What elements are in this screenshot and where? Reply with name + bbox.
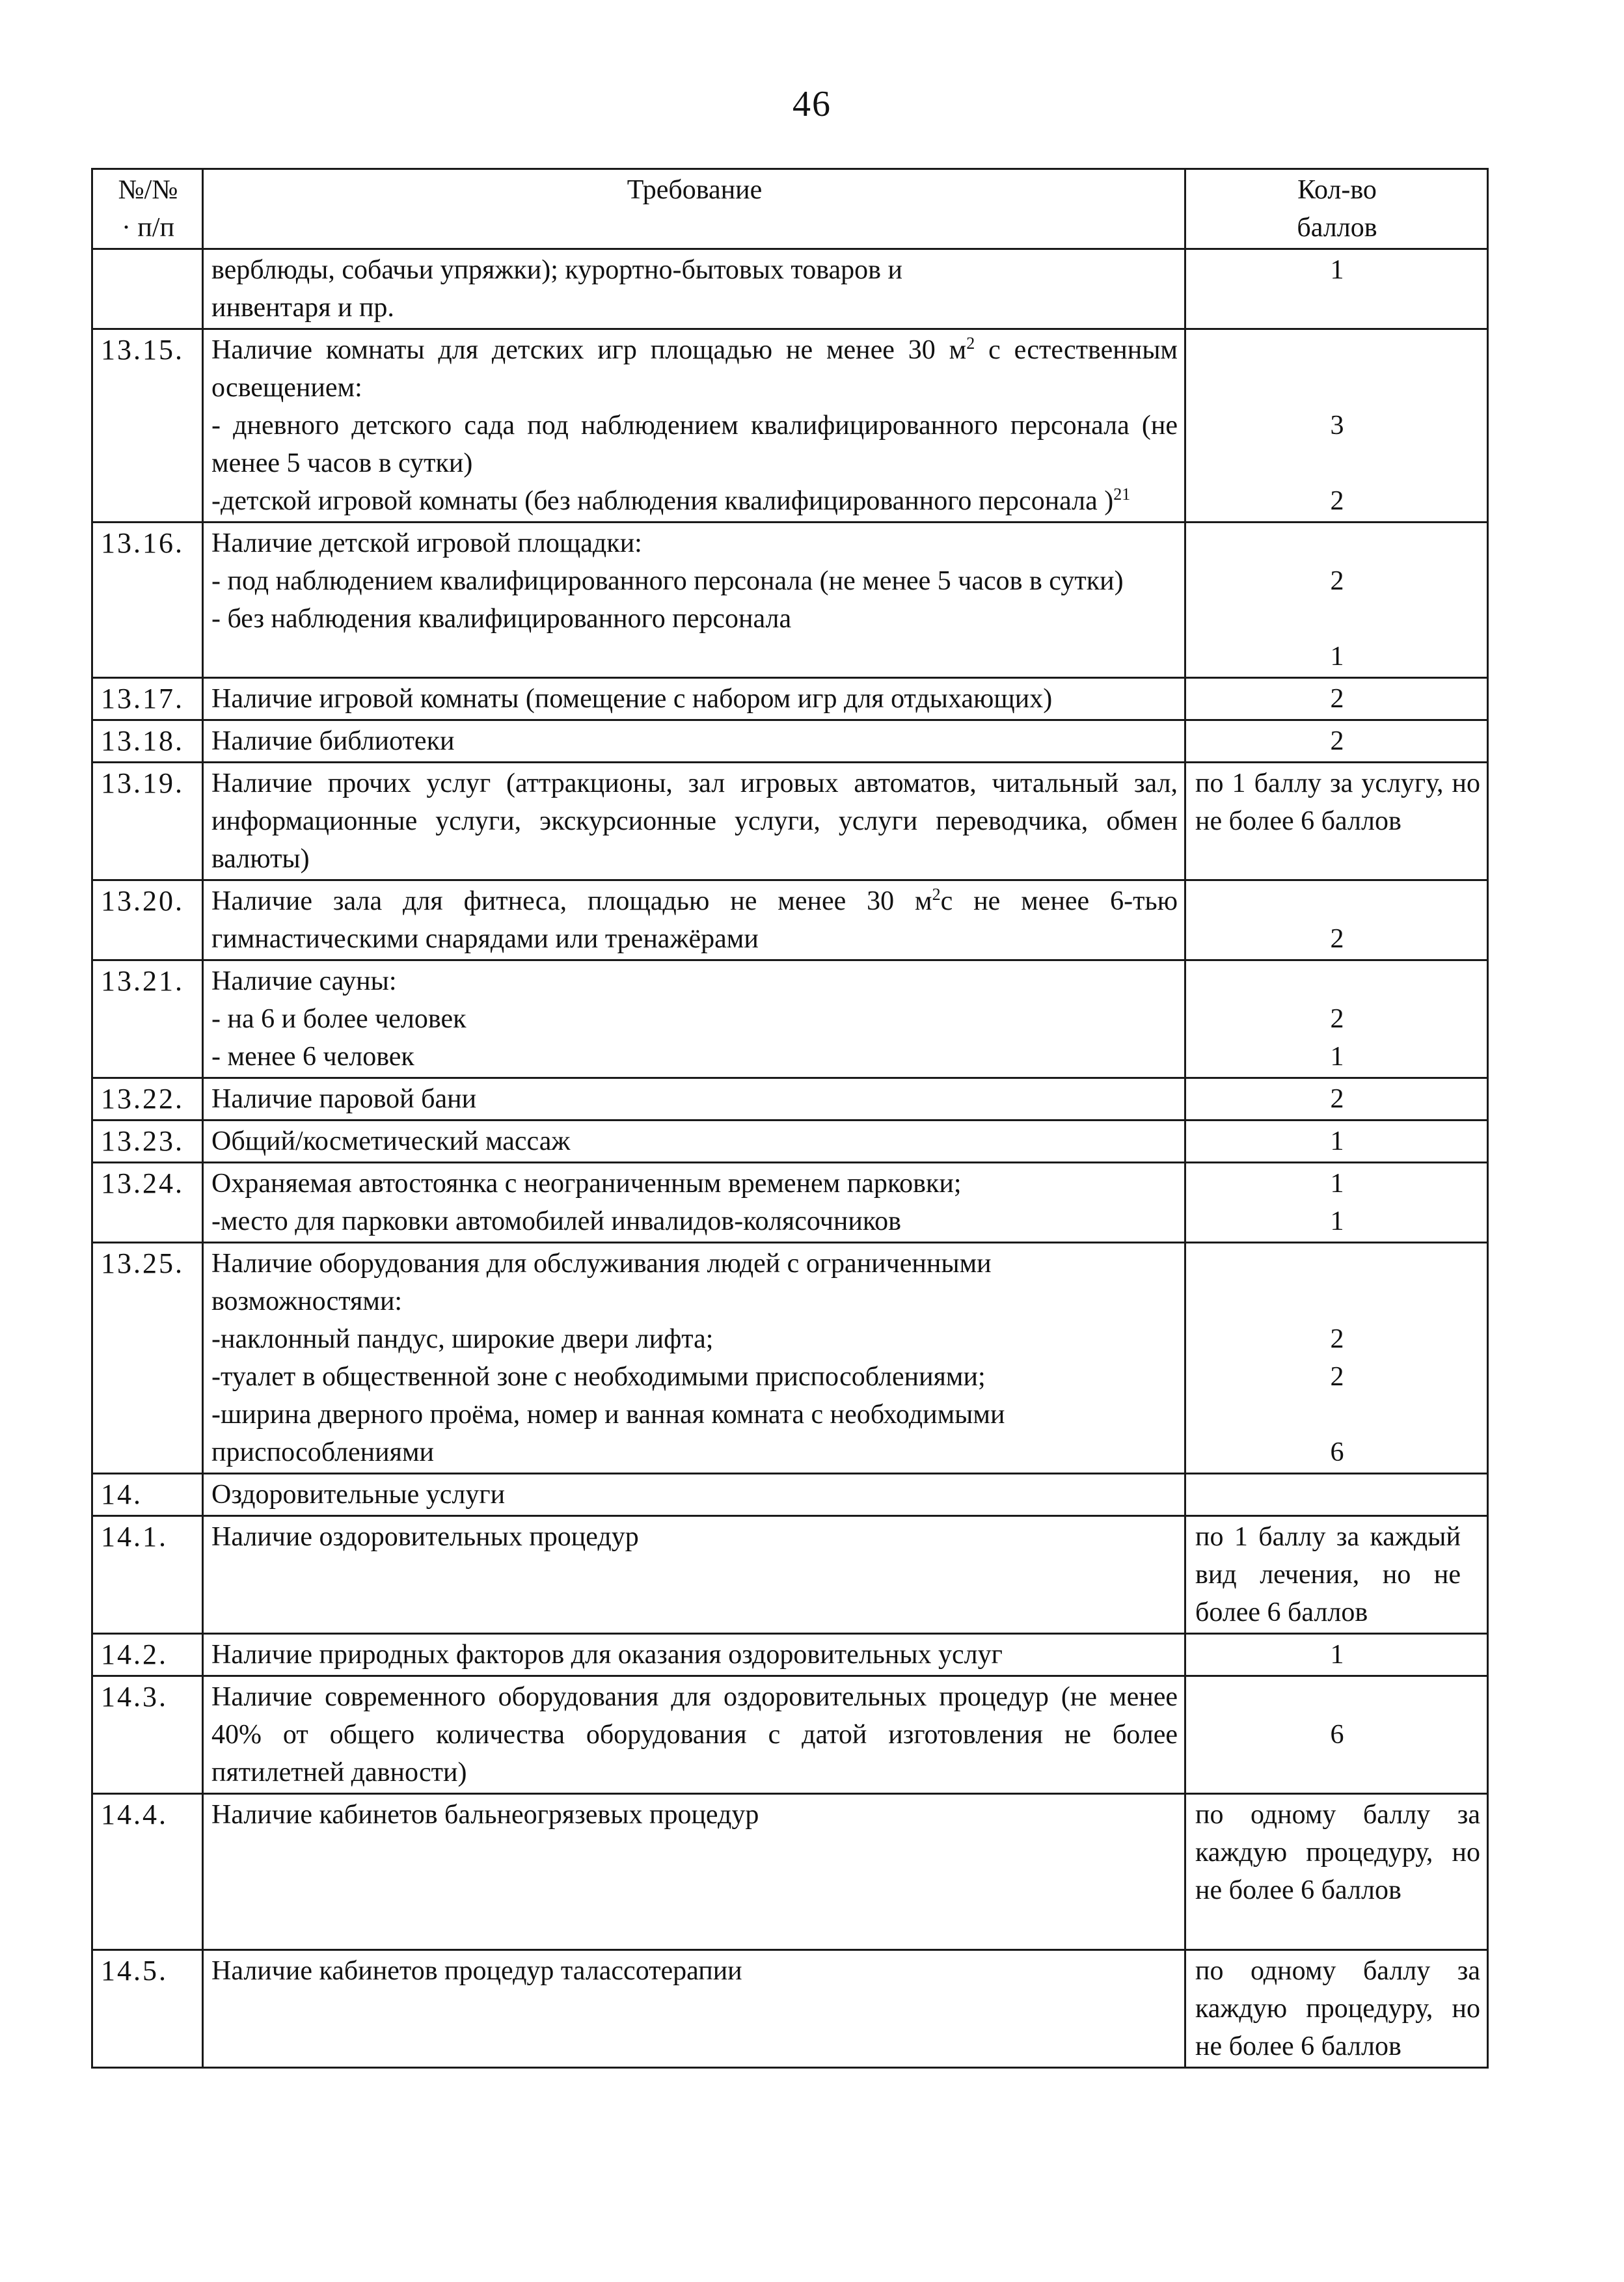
row-requirement: Оздоровительные услуги [203, 1474, 1185, 1516]
row-requirement: Наличие сауны: - на 6 и более человек - менее 6 человек [203, 960, 1185, 1078]
header-number: №/№ · п/п [92, 169, 203, 249]
row-requirement: Наличие природных факторов для оказания оздоровительных услуг [203, 1634, 1185, 1676]
row-number: 14.3. [92, 1676, 203, 1794]
row-requirement: Общий/косметический массаж [203, 1121, 1185, 1163]
row-points: 2 1 [1185, 960, 1488, 1078]
row-requirement: Наличие игровой комнаты (помещение с набором игр для отдыхающих) [203, 678, 1185, 720]
row-points: 1 [1185, 1634, 1488, 1676]
table-row [92, 763, 1488, 880]
row-number: 13.25. [92, 1243, 203, 1474]
header-requirement: Требование [203, 169, 1185, 249]
row-points: по одному баллу за каждую процедуру, но не более 6 баллов [1185, 1794, 1488, 1950]
row-number: 13.17. [92, 678, 203, 720]
table-row [92, 1121, 1488, 1163]
row-number: 13.18. [92, 720, 203, 763]
table-row [92, 720, 1488, 763]
table-header-row [92, 169, 1488, 249]
row-points: по 1 баллу за каждый вид лечения, но не более 6 баллов [1185, 1516, 1488, 1634]
row-points: 2 [1185, 720, 1488, 763]
row-points: 2 [1185, 1078, 1488, 1121]
row-points: 3 2 [1185, 329, 1488, 523]
row-requirement: Наличие оборудования для обслуживания людей с ограниченными возможностями: -наклонный пандус, широкие двери лифта; -туалет в общественной зоне с необходимыми приспособлениями; -ширина дверного проёма, номер и ванная комната с необходимыми приспособлениями [203, 1243, 1185, 1474]
row-points: 1 [1185, 1121, 1488, 1163]
row-points: по 1 баллу за услугу, но не более 6 баллов [1185, 763, 1488, 880]
row-number: 13.21. [92, 960, 203, 1078]
table-row [92, 1516, 1488, 1634]
table-row [92, 1078, 1488, 1121]
row-number: 13.23. [92, 1121, 203, 1163]
table-row [92, 249, 1488, 329]
row-points: по одному баллу за каждую процедуру, но не более 6 баллов [1185, 1950, 1488, 2068]
table-row [92, 880, 1488, 960]
row-requirement: Наличие прочих услуг (аттракционы, зал игровых автоматов, читальный зал, информационные услуги, экскурсионные услуги, услуги переводчика, обмен валюты) [203, 763, 1185, 880]
row-points: 1 1 [1185, 1163, 1488, 1243]
requirements-table [91, 168, 1489, 2069]
table-row [92, 1634, 1488, 1676]
table-row [92, 1163, 1488, 1243]
row-requirement: Наличие детской игровой площадки: - под наблюдением квалифицированного персонала (не менее 5 часов в сутки) - без наблюдения квалифицированного персонала [203, 523, 1185, 678]
header-points: Кол-во баллов [1185, 169, 1488, 249]
row-requirement: верблюды, собачьи упряжки); курортно-бытовых товаров и инвентаря и пр. [203, 249, 1185, 329]
row-number: 13.22. [92, 1078, 203, 1121]
row-points: 2 [1185, 678, 1488, 720]
row-number: 13.16. [92, 523, 203, 678]
row-number: 13.24. [92, 1163, 203, 1243]
row-requirement: Наличие кабинетов процедур талассотерапии [203, 1950, 1185, 2068]
table-row [92, 678, 1488, 720]
row-requirement: Наличие оздоровительных процедур [203, 1516, 1185, 1634]
row-requirement: Наличие современного оборудования для оздоровительных процедур (не менее 40% от общего количества оборудования с датой изготовления не более пятилетней давности) [203, 1676, 1185, 1794]
row-number: 13.19. [92, 763, 203, 880]
table-row [92, 1243, 1488, 1474]
row-requirement: Наличие комнаты для детских игр площадью не менее 30 $м^2$ с естественным освещением: - дневного детского сада под наблюдением квалифицированного персонала (не менее 5 часов в сутки) -детской игровой комнаты (без наблюдения квалифицированного персонала )$^{21}$ [203, 329, 1185, 523]
row-number: 14. [92, 1474, 203, 1516]
row-points: 1 [1185, 249, 1488, 329]
row-points: 2 [1185, 880, 1488, 960]
row-requirement: Наличие паровой бани [203, 1078, 1185, 1121]
row-points: 2 1 [1185, 523, 1488, 678]
row-number: 14.5. [92, 1950, 203, 2068]
row-number: 13.20. [92, 880, 203, 960]
row-points [1185, 1474, 1488, 1516]
table-row [92, 960, 1488, 1078]
row-number: 14.4. [92, 1794, 203, 1950]
table-row [92, 523, 1488, 678]
row-number: 14.2. [92, 1634, 203, 1676]
row-requirement: Наличие кабинетов бальнеогрязевых процедур [203, 1794, 1185, 1950]
table-row [92, 1676, 1488, 1794]
row-number [92, 249, 203, 329]
table-row [92, 1474, 1488, 1516]
row-number: 14.1. [92, 1516, 203, 1634]
table-row [92, 1950, 1488, 2068]
row-points: 2 2 6 [1185, 1243, 1488, 1474]
row-requirement: Наличие библиотеки [203, 720, 1185, 763]
table-row [92, 329, 1488, 523]
row-requirement: Охраняемая автостоянка с неограниченным временем парковки; -место для парковки автомобилей инвалидов-колясочников [203, 1163, 1185, 1243]
table-row [92, 1794, 1488, 1950]
row-number: 13.15. [92, 329, 203, 523]
page-number: 46 [792, 84, 832, 124]
row-points: 6 [1185, 1676, 1488, 1794]
row-requirement: Наличие зала для фитнеса, площадью не менее 30 $м^2с$ не менее 6-тью гимнастическими снарядами или тренажёрами [203, 880, 1185, 960]
